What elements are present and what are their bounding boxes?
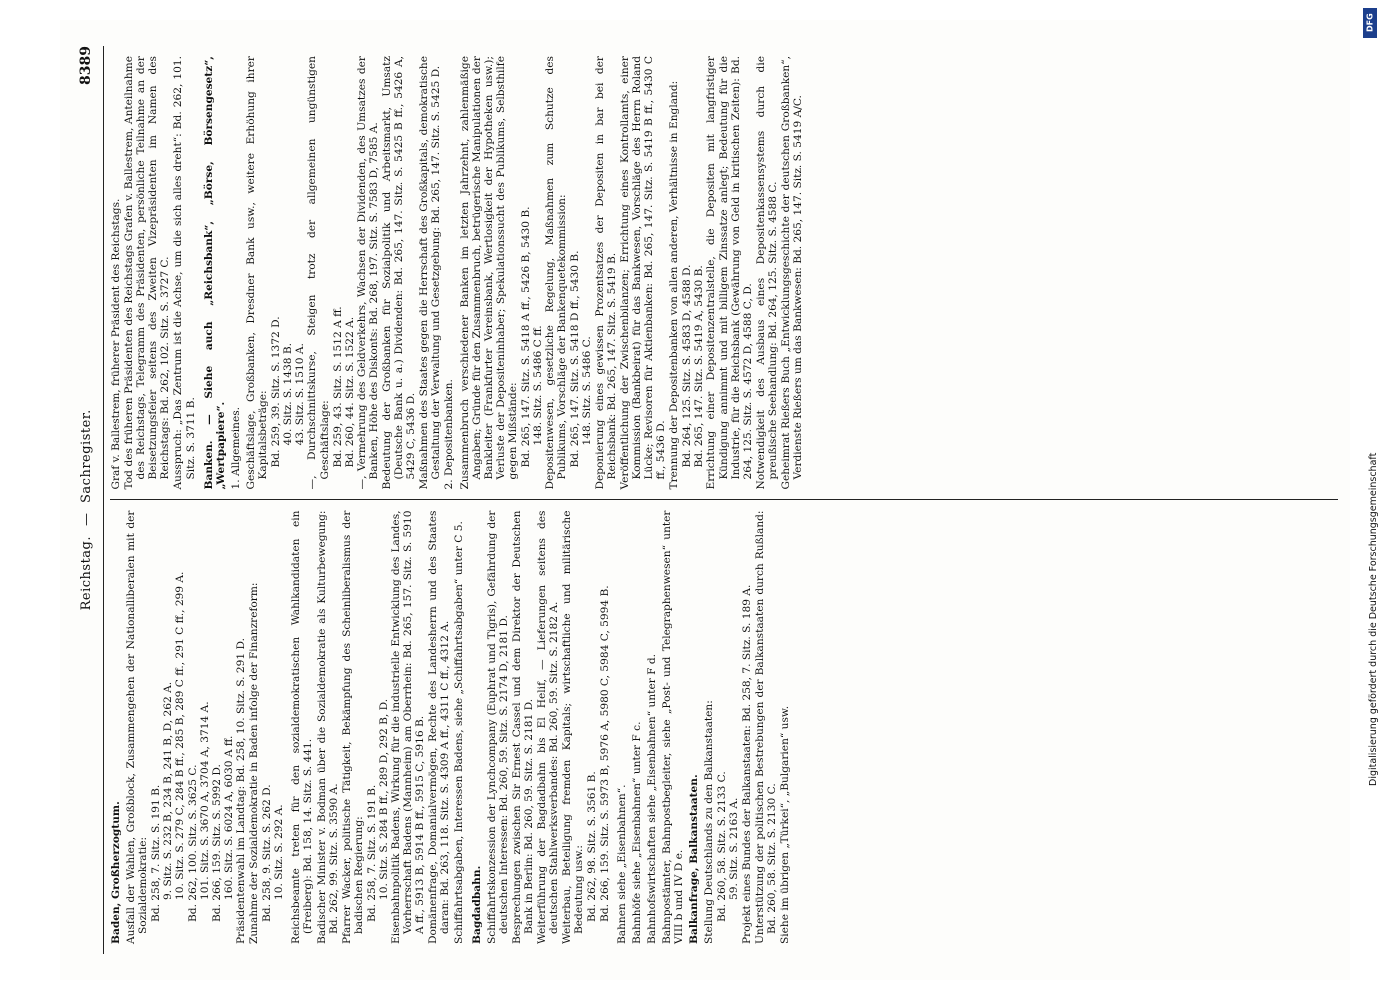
column-divider bbox=[110, 500, 1338, 501]
index-subentry: Reichsbeamte treten für den sozialdemokratischen Wahlkandidaten ein (Freiberg): Bd. 158, 14. Sitz. S. 441. bbox=[290, 510, 315, 944]
index-reference: Bd. 266, 159. Sitz. S. 5973 B, 5976 A, 5980 C, 5984 C, 5994 B. bbox=[598, 585, 611, 922]
index-reference-continued: 10. Sitz. S. 292 A. bbox=[273, 804, 286, 900]
index-heading: Baden, Großherzogtum. bbox=[110, 801, 122, 944]
index-subentry: Zunahme der Sozialdemokratie in Baden infolge der Finanzreform: bbox=[248, 582, 261, 944]
left-column bbox=[110, 501, 1338, 955]
index-page bbox=[60, 20, 1350, 980]
index-reference: Bd. 258, 7. Sitz. S. 191 B. bbox=[150, 784, 163, 922]
index-subentry: —, Durchschnittskurse, Steigen trotz der allgemeinen ungünstigen Geschäftslage: bbox=[306, 56, 331, 490]
page-number: 8389 bbox=[78, 46, 94, 85]
index-subentry: Schiffahrtsabgaben, Interessen Badens, siehe „Schiffahrtsabgaben“ unter C 5. bbox=[452, 521, 465, 944]
index-reference: Bd. 266, 159. Sitz. S. 5992 D. bbox=[210, 764, 223, 922]
two-column-body bbox=[110, 46, 1338, 954]
index-reference-continued: 160. Sitz. S. 6024 A, 6030 A ff. bbox=[222, 735, 235, 900]
index-subentry: Maßnahmen des Staates gegen die Herrschaft des Großkapitals, demokratische Gestaltung der Verwaltung und Gesetzgebung: Bd. 265, 147. Sitz. S. 5425 D. bbox=[418, 56, 443, 490]
index-subentry: Weiterbau, Beteiligung fremden Kapitals; wirtschaftliche und militärische Bedeutung usw.: bbox=[561, 510, 586, 944]
index-reference: Bd. 260, 58. Sitz. S. 2133 C. bbox=[716, 771, 729, 922]
index-subentry: Domänenfrage, Domanialvermögen, Rechte des Landesherrn und des Staates daran: Bd. 263, 118. Sitz. S. 4309 A ff., 4311 C ff., 4312 A. bbox=[427, 510, 452, 944]
index-reference-continued: 148. Sitz. S. 5486 C ff. bbox=[532, 325, 545, 446]
index-reference: Bd. 260, 44. Sitz. S. 1522 A. bbox=[343, 316, 356, 468]
index-subentry: Ausfall der Wahlen, Großblock, Zusammengehen der Nationalliberalen mit der Sozialdemokratie: bbox=[125, 510, 150, 944]
index-reference-continued: 9. Sitz. S. 232 B, 234 B, 241 B, D, 262 A. bbox=[162, 681, 175, 900]
index-subentry: Depositenwesen, gesetzliche Regelung, Maßnahmen zum Schutze des Publikums, Vorschläge der Bankenquetekommission: bbox=[544, 56, 569, 490]
index-reference: Bd. 258, 9. Sitz. S. 262 D. bbox=[261, 784, 274, 922]
index-subentry: Bedeutung der Großbanken für Sozialpolitik und Arbeitsmarkt, Umsatz (Deutsche Bank u. a.) Dividenden: Bd. 265, 147. Sitz. S. 5425 B ff., 5426 A, 5429 C, 5436 D. bbox=[380, 56, 418, 490]
index-subentry: Veröffentlichung der Zwischenbilanzen; Errichtung eines Kontrollamts, einer Kommission (Bankbeirat) für das Bankwesen, Vorschläge des Herrn Roland Lücke; Revisoren für Aktienbanken: Bd. 265, 147. Sitz. S. 5419 B ff., 5430 C ff., 5436 D. bbox=[618, 56, 668, 490]
running-head-left: Reichstag. bbox=[79, 535, 94, 611]
index-subentry: Errichtung einer Depositenzentralstelle, die Depositen mit langfristiger Kündigung annimmt und mit billigem Zinssatze anlegt; Bedeutung für die Industrie, für die Reichsbank (Gewährung von Geld in kritischen Zeiten): Bd. 264, 125. Sitz. S. 4572 D, 4588 C, D. bbox=[705, 56, 754, 490]
index-subentry: Trennung der Depositenbanken von allen anderen, Verhältnisse in England: bbox=[668, 80, 681, 490]
index-reference-continued: 43. Sitz. S. 1510 A. bbox=[294, 343, 307, 446]
index-subentry: Präsidentenwahl im Landtag: Bd. 258, 10. Sitz. S. 291 D. bbox=[234, 638, 247, 944]
index-reference: Bd. 264, 125. Sitz. S. 4583 D, 4588 D. bbox=[681, 264, 694, 468]
index-subentry: Deponierung eines gewissen Prozentsatzes der Depositen in bar bei der Reichsbank: Bd. 265, 147. Sitz. S. 5419 B. bbox=[593, 56, 618, 490]
index-entry: 1. Allgemeines. bbox=[229, 406, 242, 490]
index-heading: Bagdadbahn. bbox=[470, 865, 483, 944]
index-reference-continued: 40. Sitz. S. 1438 B. bbox=[282, 342, 295, 446]
index-subentry: Unterstützung der politischen Bestrebungen der Balkanstaaten durch Rußland: Bd. 260, 58. Sitz. S. 2130 C. bbox=[753, 510, 778, 944]
running-head-dash: — bbox=[79, 512, 94, 526]
index-reference-continued: 148. Sitz. S. 5486 C. bbox=[581, 336, 594, 446]
running-head-right: Sachregister. bbox=[79, 409, 94, 503]
index-entry: Bahnhöfe siehe „Eisenbahnen“ unter F c. bbox=[630, 721, 643, 944]
running-head bbox=[78, 46, 104, 954]
index-reference-continued: 101. Sitz. S. 3670 A, 3704 A, 3714 A. bbox=[198, 701, 211, 900]
index-reference-continued: 59. Sitz. S. 2163 A. bbox=[728, 797, 741, 900]
index-subentry: Projekt eines Bundes der Balkanstaaten: Bd. 258, 7. Sitz. S. 189 A. bbox=[740, 584, 753, 944]
index-heading: Balkanfrage, Balkanstaaten. bbox=[688, 774, 701, 944]
index-subentry: Badischer Minister v. Bodman über die Sozialdemokratie als Kulturbewegung: Bd. 262, 99. Sitz. S. 3590 A. bbox=[315, 510, 340, 944]
index-subentry: Besprechungen zwischen Sir Ernest Cassel und dem Direktor der Deutschen Bank in Berlin: Bd. 260, 59. Sitz. S. 2181 D. bbox=[510, 510, 535, 944]
index-subentry: Notwendigkeit des Ausbaus eines Depositenkassensystems durch die preußische Seehandlung: Bd. 264, 125. Sitz. S. 4588 C. bbox=[754, 56, 779, 490]
index-entry: Bahnen siehe „Eisenbahnen“. bbox=[615, 784, 628, 944]
index-subentry: Zusammenbruch verschiedener Banken im letzten Jahrzehnt, zahlenmäßige Angaben; Gründe für den Zusammenbruch, betrügerische Manipulationen der Bankleiter (Frankfurter Vereinsbank, Wertlosigkeit der Hypotheken usw.); Verluste der Depositeninhaber; Spekulationssucht des Publikums, Selbsthilfe gegen Mißstände: bbox=[458, 56, 519, 490]
index-subentry: Siehe im übrigen „Türkei“, „Bulgarien“ usw. bbox=[778, 705, 791, 944]
index-reference: Bd. 258, 7. Sitz. S. 191 B. bbox=[365, 784, 378, 922]
right-column bbox=[110, 46, 1338, 500]
index-subentry: Schiffahrtskonzession der Lynchcompany (Euphrat und Tigris), Gefährdung der deutschen Interessen: Bd. 260, 59. Sitz. S. 2174 D, 2181 D. bbox=[485, 510, 510, 944]
index-subentry: —, Vermehrung des Geldverkehrs, Wachsen der Dividenden, des Umsatzes der Banken, Höhe des Diskonts: Bd. 268, 197. Sitz. S. 7583 D, 7585 A. bbox=[355, 56, 380, 490]
index-subentry: Ausspruch: „Das Zentrum ist die Achse, um die sich alles dreht“: Bd. 262, 101. Sitz. S. 3711 B. bbox=[172, 56, 197, 490]
index-subentry: Geheimrat Rießers Buch „Entwicklungsgeschichte der deutschen Großbanken“, Verdienste Rießers um das Bankwesen: Bd. 265, 147. Sitz. S. 5419 A/C. bbox=[779, 56, 805, 490]
index-reference: Bd. 265, 147. Sitz. S. 5418 A ff., 5426 B, 5430 B. bbox=[520, 206, 532, 468]
index-subentry: Pfarrer Wacker, politische Tätigkeit, Bekämpfung des Scheinliberalismus der badischen Regierung: bbox=[340, 510, 365, 944]
index-subentry: Eisenbahnpolitik Badens, Wirkung für die industrielle Entwicklung des Landes, Vorherrschaft Badens (Mannheim) am Oberrhein: Bd. 265, 157. Sitz. S. 5910 A ff., 5913 B, 5914 B ff., 5915 C, 5916 B. bbox=[390, 510, 427, 944]
index-reference: Bd. 265, 147. Sitz. S. 5418 D ff., 5430 B. bbox=[569, 250, 582, 468]
index-reference: Bd. 262, 100. Sitz. S. 3625 C. bbox=[186, 764, 199, 922]
index-reference: Bd. 262, 98. Sitz. S. 3561 B. bbox=[586, 771, 599, 922]
index-reference: Bd. 259, 39. Sitz. S. 1372 D. bbox=[270, 316, 283, 468]
index-reference: Bd. 259, 43. Sitz. S. 1512 A ff. bbox=[331, 306, 344, 468]
dfg-logo: DFG bbox=[1363, 8, 1377, 38]
index-subentry: Graf v. Ballestrem, früherer Präsident des Reichstags. bbox=[110, 198, 122, 490]
index-subentry: Geschäftslage, Großbanken, Dresdner Bank usw., weitere Erhöhung ihrer Kapitalsbeträge: bbox=[244, 56, 270, 490]
index-entry: 2. Depositenbanken. bbox=[443, 379, 456, 490]
index-subentry: Weiterführung der Bagdadbahn bis El Helif, — Lieferungen seitens des deutschen Stahlwerksverbandes: Bd. 260, 59. Sitz. S. 2182 A. bbox=[536, 510, 561, 944]
index-heading: Banken. — Siehe auch „Reichsbank“, „Börse, Börsengesetz“, „Wertpapiere“. bbox=[202, 56, 227, 490]
index-entry: Bahnhofswirtschaften siehe „Eisenbahnen“ unter F d. bbox=[645, 653, 658, 944]
index-entry: Bahnpostämter, Bahnpostbegleiter, siehe „Post- und Telegraphenwesen“ unter VIII b und IV D e. bbox=[660, 510, 686, 944]
index-reference-continued: 10. Sitz. S. 279 C, 284 B ff., 285 B, 289 C ff., 291 C ff., 299 A. bbox=[174, 571, 187, 900]
digitization-credit: Digitalisierung gefördert durch die Deutsche Forschungsgemeinschaft bbox=[1368, 452, 1379, 786]
index-reference: Bd. 265, 147. Sitz. S. 5419 A, 5430 B. bbox=[693, 265, 706, 468]
index-subentry: Tod des früheren Präsidenten des Reichstags Grafen v. Ballestrem, Anteilnahme des Reichstags, Telegramm des Präsidenten, persönliche Teilnahme an der Beisetzungsfeier seitens des Zweiten Vizepräsidenten im Namen des Reichstags: Bd. 262, 102. Sitz. S. 3727 C. bbox=[123, 56, 172, 490]
index-subentry: Stellung Deutschlands zu den Balkanstaaten: bbox=[703, 700, 716, 944]
index-reference-continued: 10. Sitz. S. 284 B ff., 289 D, 292 B, D. bbox=[377, 698, 390, 900]
